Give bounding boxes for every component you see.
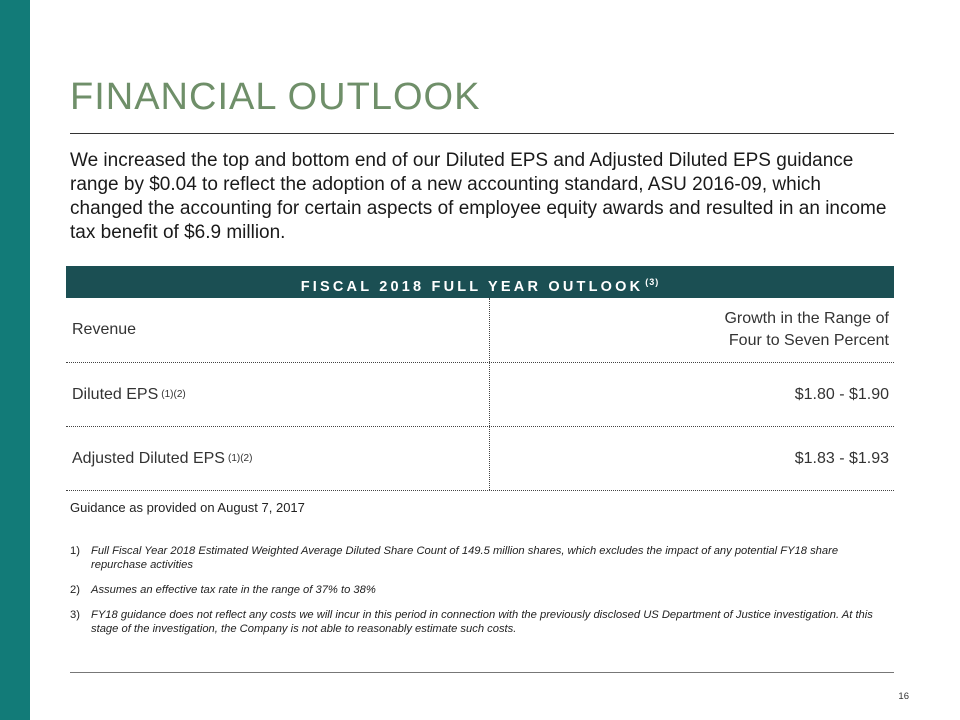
footnote-text: FY18 guidance does not reflect any costs we will incur in this period in connection with the previously disclosed US Department of Justice investigation. At this stage of the investigation, the Company is not able to reasonably estimate such costs.: [91, 609, 873, 635]
footnote-text: Assumes an effective tax rate in the range of 37% to 38%: [91, 584, 376, 596]
table-header-label: FISCAL 2018 FULL YEAR OUTLOOK: [300, 278, 644, 295]
table-row: [66, 298, 894, 363]
table-header-footnote-ref: (3): [645, 277, 660, 287]
row-value: $1.80 - $1.90: [794, 385, 889, 403]
row-label-cell: [66, 427, 490, 490]
footnote-item: [70, 608, 896, 636]
guidance-note: Guidance as provided on August 7, 2017: [70, 500, 305, 515]
footnote-number: 1): [70, 545, 80, 557]
row-label-footnote-ref: (1)(2): [161, 389, 186, 400]
row-value-cell: [490, 427, 894, 490]
footer-divider: [70, 672, 894, 673]
row-label: Revenue: [72, 321, 137, 338]
page-title: FINANCIAL OUTLOOK: [70, 76, 481, 118]
footnote-item: [70, 544, 896, 572]
table-header: [66, 266, 894, 298]
footnotes-list: [70, 544, 896, 647]
footnote-text: Full Fiscal Year 2018 Estimated Weighted Average Diluted Share Count of 149.5 million shares, which excludes the impact of any potential FY18 share repurchase activities: [91, 545, 839, 571]
outlook-table: [66, 266, 894, 491]
side-accent-bar: [0, 0, 30, 720]
intro-paragraph: We increased the top and bottom end of our Diluted EPS and Adjusted Diluted EPS guidance range by $0.04 to reflect the adoption of a new accounting standard, ASU 2016-09, which changed the accounting for certain aspects of employee equity awards and resulted in an income tax benefit of $6.9 million.: [70, 150, 887, 243]
row-value-cell: [490, 298, 894, 362]
row-label: Diluted EPS: [72, 385, 159, 403]
title-divider: [70, 133, 894, 134]
row-value-cell: [490, 363, 894, 426]
footnote-number: 2): [70, 584, 80, 596]
table-row: [66, 363, 894, 427]
row-value-line1: Growth in the Range of: [724, 310, 889, 327]
row-label: Adjusted Diluted EPS: [72, 449, 225, 467]
row-label-cell: [66, 298, 490, 362]
table-row: [66, 427, 894, 491]
page-number: 16: [898, 691, 909, 702]
row-value-line2: Four to Seven Percent: [728, 332, 889, 349]
footnote-item: [70, 583, 896, 597]
row-value: $1.83 - $1.93: [794, 449, 889, 467]
row-label-cell: [66, 363, 490, 426]
row-label-footnote-ref: (1)(2): [227, 453, 253, 464]
footnote-number: 3): [70, 609, 80, 621]
